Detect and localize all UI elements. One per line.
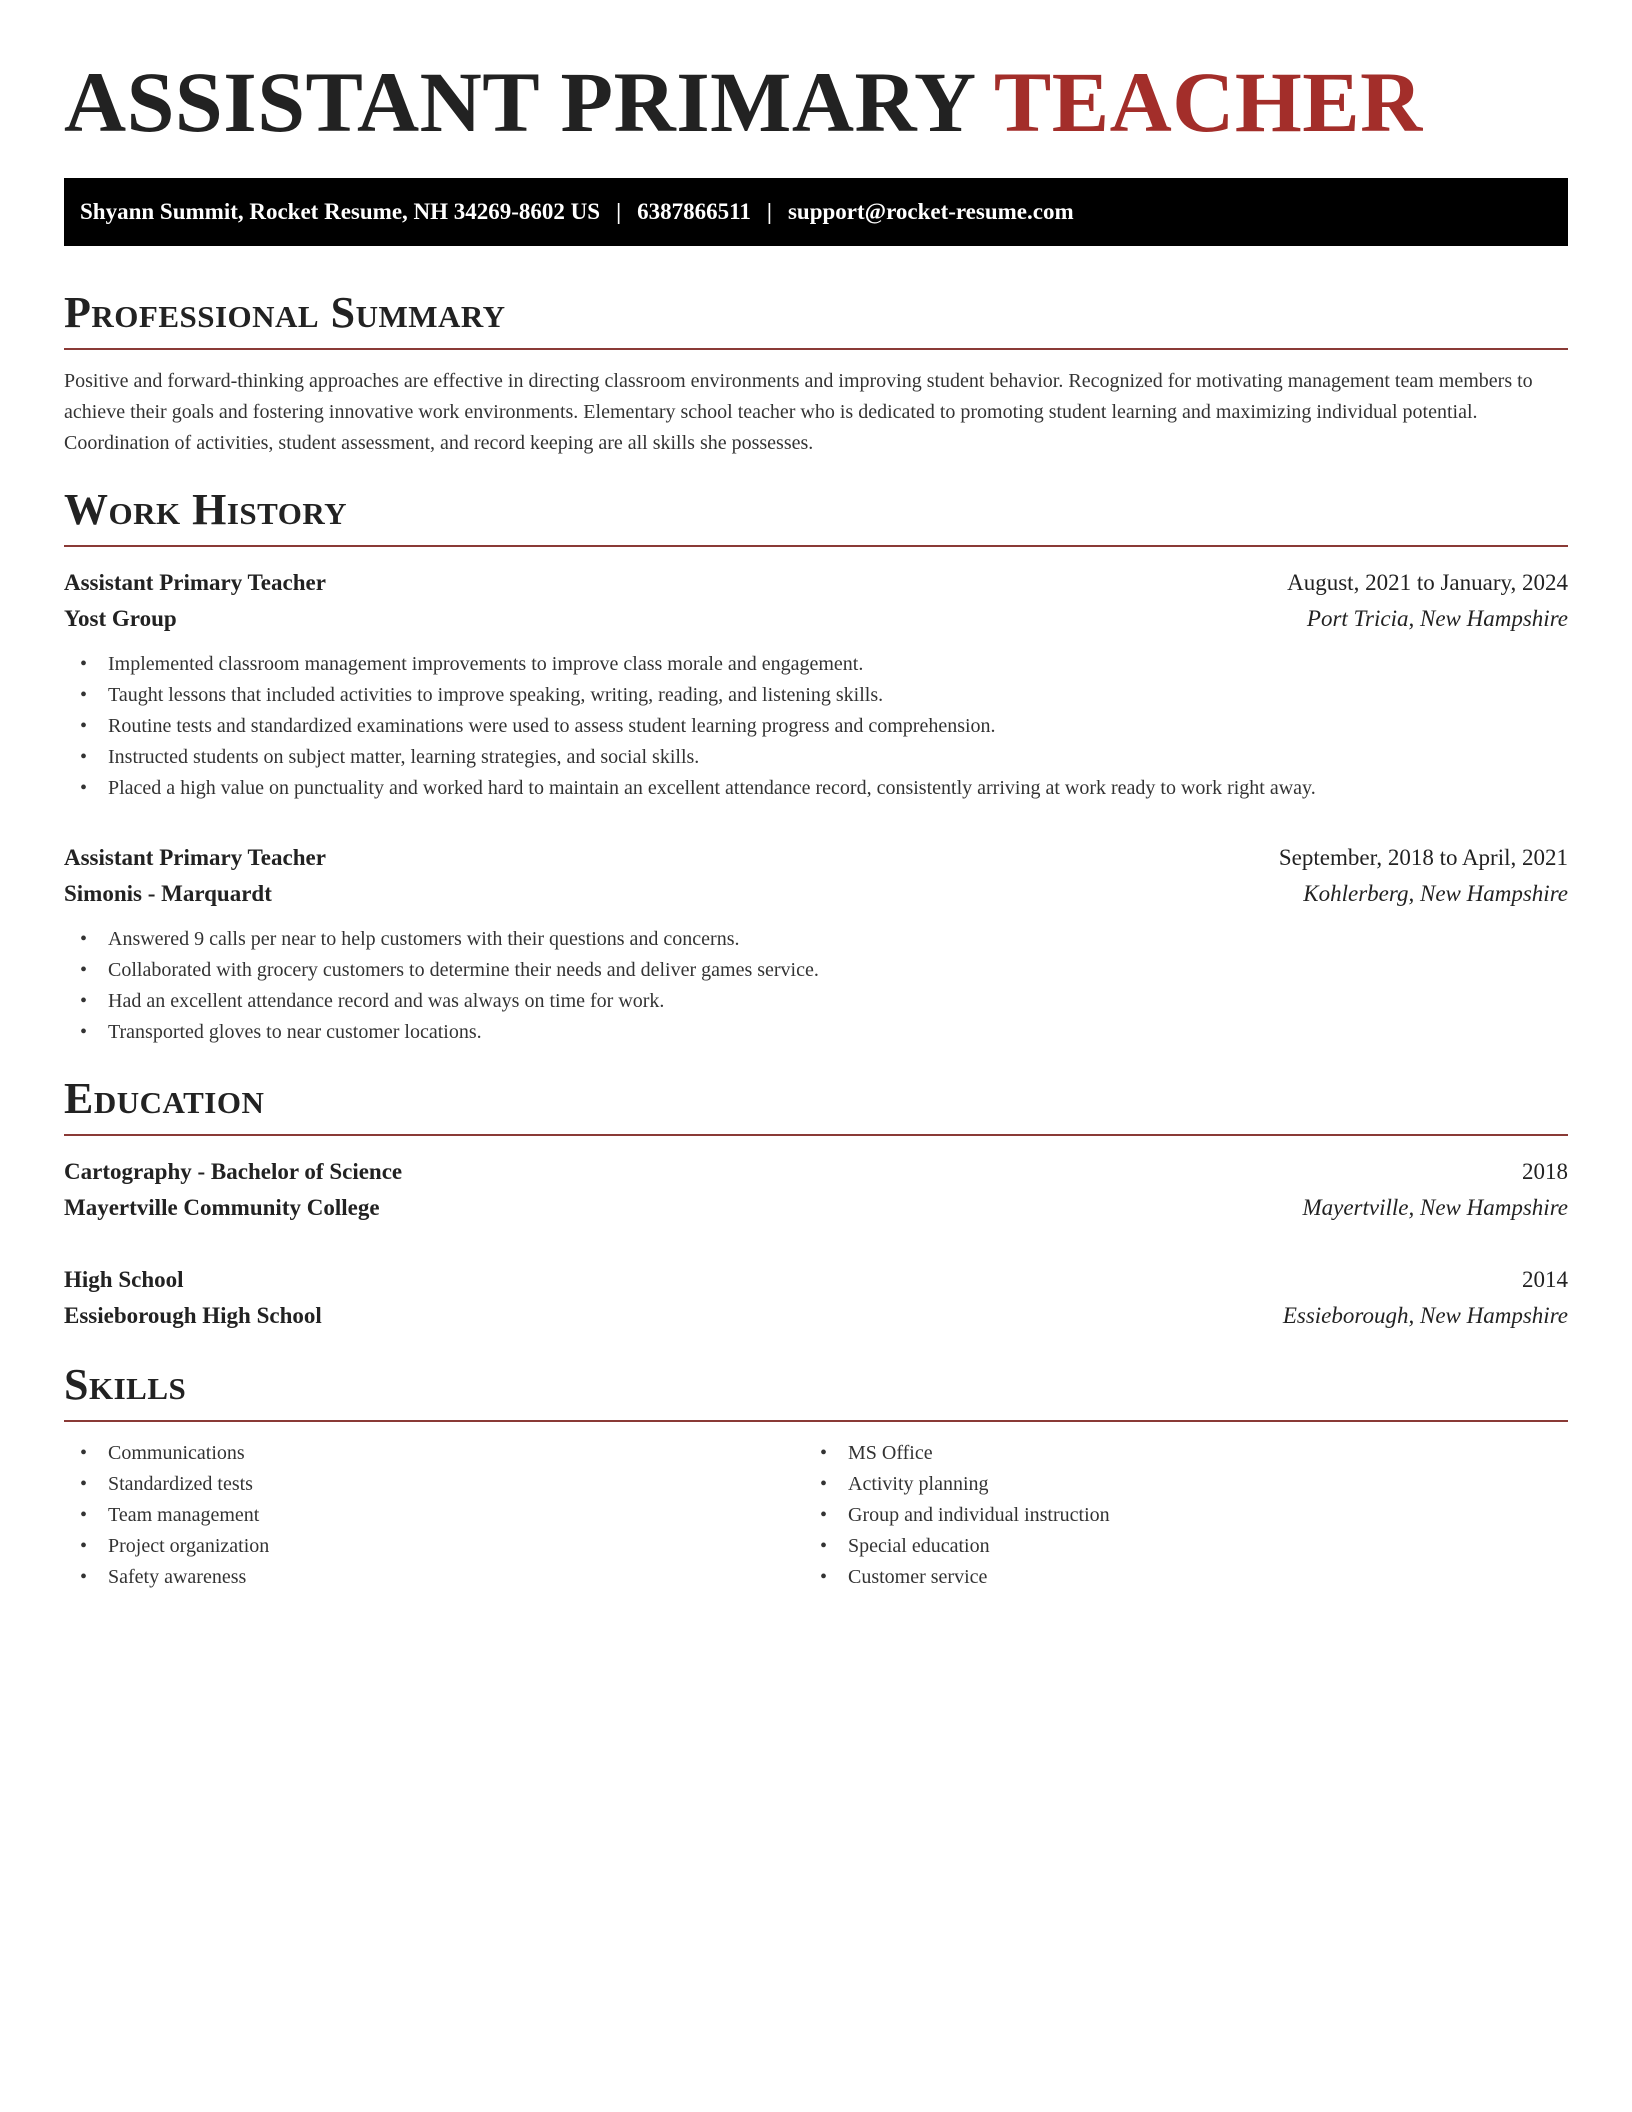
bullet-icon: •	[820, 1442, 828, 1464]
bullet-icon: •	[80, 1504, 88, 1526]
job-dates: August, 2021 to January, 2024	[1287, 570, 1568, 595]
skill-item	[64, 1500, 804, 1531]
resume-title-accent: TEACHER	[993, 54, 1423, 150]
bullet-icon: •	[80, 1535, 88, 1557]
job-title: Assistant Primary Teacher	[64, 845, 326, 870]
skills-heading: Skills	[64, 1360, 187, 1409]
section-divider	[64, 348, 1568, 350]
skill-item	[64, 1562, 804, 1593]
section-divider	[64, 545, 1568, 547]
contact-email: support@rocket-resume.com	[787, 199, 1074, 224]
bullet-icon: •	[820, 1504, 828, 1526]
list-item	[64, 924, 1568, 955]
bullet-icon: •	[80, 928, 88, 950]
list-item	[64, 1017, 1568, 1048]
job-duties-list	[64, 649, 1568, 804]
skill-item	[804, 1562, 1544, 1593]
contact-separator: |	[616, 199, 622, 224]
job-company: Yost Group	[64, 606, 177, 631]
list-item	[64, 649, 1568, 680]
school-location: Essieborough, New Hampshire	[1282, 1303, 1568, 1328]
skills-list	[804, 1438, 1544, 1593]
graduation-year: 2018	[1522, 1159, 1568, 1184]
duty-text: Transported gloves to near customer locations.	[108, 1021, 482, 1043]
bullet-icon: •	[80, 1021, 88, 1043]
duty-text: Implemented classroom management improvements to improve class morale and engagement.	[108, 653, 864, 675]
skills-column-right	[804, 1438, 1544, 1593]
skills-section	[64, 1360, 1568, 1593]
skill-item	[64, 1438, 804, 1469]
degree-name: High School	[64, 1267, 184, 1292]
list-item	[64, 955, 1568, 986]
skills-grid	[64, 1438, 1568, 1593]
job-company: Simonis - Marquardt	[64, 881, 272, 906]
bullet-icon: •	[820, 1535, 828, 1557]
list-item	[64, 986, 1568, 1017]
bullet-icon: •	[80, 959, 88, 981]
education-entry	[64, 1154, 1568, 1226]
bullet-icon: •	[80, 990, 88, 1012]
bullet-icon: •	[80, 684, 88, 706]
list-item	[64, 742, 1568, 773]
summary-section	[64, 288, 1568, 459]
graduation-year: 2014	[1522, 1267, 1568, 1292]
skill-item	[804, 1531, 1544, 1562]
work-entry	[64, 840, 1568, 1048]
resume-title	[64, 52, 1568, 152]
duty-text: Had an excellent attendance record and was always on time for work.	[108, 990, 665, 1012]
job-title: Assistant Primary Teacher	[64, 570, 326, 595]
skills-list	[64, 1438, 804, 1593]
skill-item	[804, 1438, 1544, 1469]
skill-item	[64, 1531, 804, 1562]
job-location: Port Tricia, New Hampshire	[1306, 606, 1568, 631]
skill-item	[804, 1500, 1544, 1531]
skill-text: Team management	[108, 1504, 260, 1526]
school-name: Mayertville Community College	[64, 1195, 380, 1220]
list-item	[64, 680, 1568, 711]
work-entry	[64, 565, 1568, 804]
education-entry	[64, 1262, 1568, 1334]
skill-text: Communications	[108, 1442, 245, 1464]
job-dates: September, 2018 to April, 2021	[1278, 845, 1568, 870]
duty-text: Routine tests and standardized examinations were used to assess student learning progress and comprehension.	[108, 715, 996, 737]
skill-text: Standardized tests	[108, 1473, 253, 1495]
skill-item	[64, 1469, 804, 1500]
skill-text: Project organization	[108, 1535, 270, 1557]
work-history-section	[64, 485, 1568, 1048]
section-divider	[64, 1420, 1568, 1422]
bullet-icon: •	[80, 1566, 88, 1588]
skill-text: Customer service	[848, 1566, 988, 1588]
skills-column-left	[64, 1438, 804, 1593]
education-section	[64, 1074, 1568, 1334]
skill-text: Safety awareness	[108, 1566, 247, 1588]
skill-text: Activity planning	[848, 1473, 989, 1495]
skill-text: MS Office	[848, 1442, 933, 1464]
bullet-icon: •	[80, 653, 88, 675]
skill-text: Special education	[848, 1535, 990, 1557]
duty-text: Instructed students on subject matter, learning strategies, and social skills.	[108, 746, 700, 768]
bullet-icon: •	[80, 777, 88, 799]
bullet-icon: •	[820, 1566, 828, 1588]
resume-title-first: ASSISTANT PRIMARY	[64, 54, 974, 150]
job-duties-list	[64, 924, 1568, 1048]
duty-text: Placed a high value on punctuality and worked hard to maintain an excellent attendance record, consistently arriving at work ready to work right away.	[108, 777, 1316, 799]
contact-phone: 6387866511	[637, 199, 751, 224]
bullet-icon: •	[820, 1473, 828, 1495]
work-history-heading: Work History	[64, 485, 348, 534]
school-location: Mayertville, New Hampshire	[1302, 1195, 1568, 1220]
bullet-icon: •	[80, 1442, 88, 1464]
summary-heading: Professional Summary	[64, 288, 506, 337]
section-divider	[64, 1134, 1568, 1136]
skill-item	[804, 1469, 1544, 1500]
bullet-icon: •	[80, 1473, 88, 1495]
degree-name: Cartography - Bachelor of Science	[64, 1159, 403, 1184]
skill-text: Group and individual instruction	[848, 1504, 1110, 1526]
summary-text: Positive and forward-thinking approaches are effective in directing classroom environments and improving student behavior. Recognized for motivating management team members to achieve their goals and fostering innovative work environments. Elementary school teacher who is dedicated to promoting student learning and maximizing individual potential. Coordination of activities, student assessment, and record keeping are all skills she possesses.	[64, 370, 1533, 454]
duty-text: Taught lessons that included activities to improve speaking, writing, reading, and listening skills.	[108, 684, 884, 706]
list-item	[64, 773, 1568, 804]
duty-text: Collaborated with grocery customers to determine their needs and deliver games service.	[108, 959, 819, 981]
contact-separator: |	[766, 199, 772, 224]
school-name: Essieborough High School	[64, 1303, 322, 1328]
bullet-icon: •	[80, 715, 88, 737]
job-location: Kohlerberg, New Hampshire	[1303, 881, 1568, 906]
education-heading: Education	[64, 1074, 265, 1123]
list-item	[64, 711, 1568, 742]
duty-text: Answered 9 calls per near to help customers with their questions and concerns.	[108, 928, 740, 950]
bullet-icon: •	[80, 746, 88, 768]
contact-bar	[64, 178, 1568, 246]
contact-address: Shyann Summit, Rocket Resume, NH 34269-8602 US	[80, 199, 601, 224]
